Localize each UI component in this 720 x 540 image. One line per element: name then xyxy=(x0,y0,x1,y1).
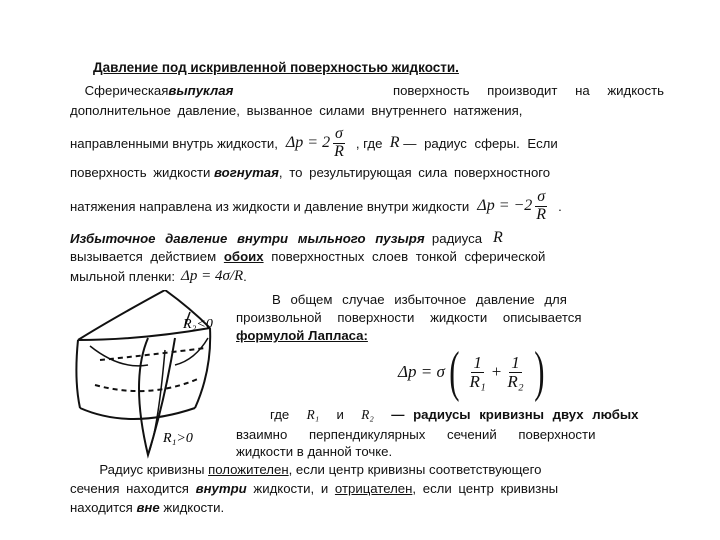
p1-line-1: Сферическая выпуклая поверхность производит на жидкость xyxy=(84,83,664,98)
surface-right-edge xyxy=(195,328,210,408)
p2-line-2: вызывается действием обоих поверхностных слоев тонкой сферической xyxy=(70,249,546,264)
saddle-surface-figure xyxy=(70,290,235,460)
page-title: Давление под искривленной поверхностью жидкости. xyxy=(93,60,459,75)
p4-line-3: жидкости в данной точке. xyxy=(236,444,393,459)
p5-line-2: сечения находится внутри жидкости, и отрицателен , если центр кривизны xyxy=(70,481,559,496)
p1-line-5: натяжения направлена из жидкости и давление внутри жидкости Δp = −2 $\frac{\sigma}{R}$ . xyxy=(70,187,562,223)
formula-bubble: Δp = 4σ/R xyxy=(181,268,244,284)
p3-line-3: формулой Лапласа: xyxy=(236,328,368,343)
p1-line-4: поверхность жидкости вогнутая , то результирующая сила поверхностного xyxy=(70,165,551,180)
p3-line-2: произвольной поверхности жидкости описывается xyxy=(236,310,582,325)
dashed-section-lower xyxy=(95,378,200,391)
p4-line-2: взаимно перпендикулярных сечений поверхности xyxy=(236,427,596,442)
label-r1: R₁>0 xyxy=(163,431,193,446)
surface-left-edge xyxy=(76,340,80,408)
p2-line-1: Избыточное давление внутри мыльного пузыря радиуса R xyxy=(70,229,503,246)
p5-line-1: Радиус кривизны положителен , если центр кривизны соответствующего xyxy=(99,462,542,477)
p1-line-3: направленными внутрь жидкости, Δp = 2 $\frac{\sigma}{R}$ , где R — радиус сферы. Если xyxy=(70,124,558,160)
p5-line-3: находится вне жидкости. xyxy=(70,500,225,515)
p1-line-2: дополнительное давление, вызванное силами внутреннего натяжения, xyxy=(70,103,523,118)
formula-convex: Δp = 2 $\frac{\sigma}{R}$ xyxy=(285,124,344,160)
label-r2: R₂<0 xyxy=(183,317,213,332)
formula-concave: Δp = −2 $\frac{\sigma}{R}$ xyxy=(477,187,547,223)
surface-top-edge xyxy=(78,290,210,340)
p2-line-3: мыльной пленки: Δp = 4σ/R . xyxy=(70,268,247,284)
laplace-formula: Δp = σ ( $\frac{1}{\text{R₁}}$ + $\frac{1}{\text{R₂}}$ ) xyxy=(398,341,545,403)
p4-line-1: где R₁ и R₂ — радиусы кривизны двух любых xyxy=(270,407,639,422)
p3-line-1: В общем случае избыточное давление для xyxy=(272,292,567,307)
surface-bottom-edge xyxy=(80,408,195,419)
